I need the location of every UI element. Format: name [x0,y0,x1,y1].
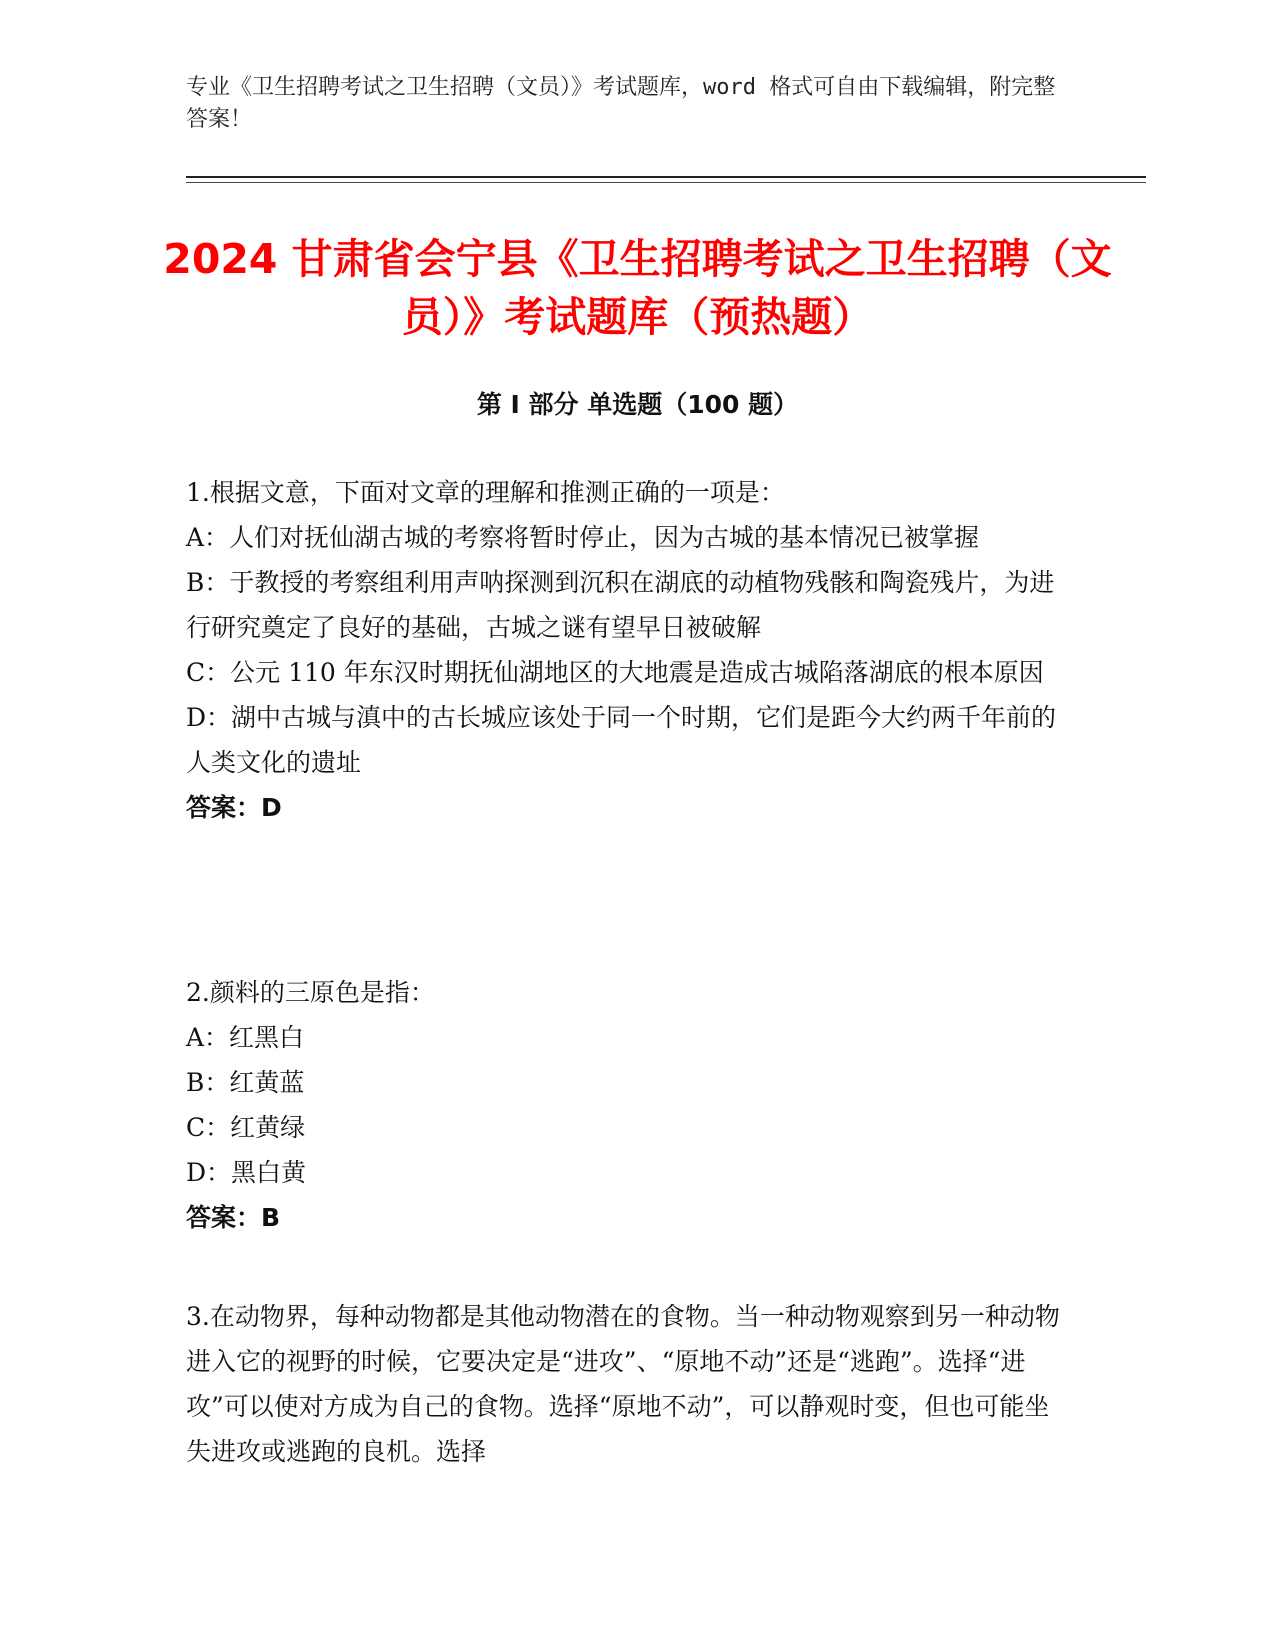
option-c: C：公元 110 年东汉时期抚仙湖地区的大地震是造成古城陷落湖底的根本原因 [186,658,1044,687]
option-d: D：湖中古城与滇中的古长城应该处于同一个时期，它们是距今大约两千年前的人类文化的遗址 [186,703,1057,777]
header-rule-thick [186,176,1146,178]
answer-line: 答案：D [186,793,282,822]
question-block-2 [186,970,1066,1240]
option-b: B：红黄蓝 [186,1068,305,1097]
document-title: 2024 甘肃省会宁县《卫生招聘考试之卫生招聘（文员）》考试题库（预热题） [163,235,1112,341]
option-c: C：红黄绿 [186,1113,306,1142]
question-block-1 [186,470,1066,830]
question-block-3 [186,1294,1066,1474]
option-b: B：于教授的考察组利用声呐探测到沉积在湖底的动植物残骸和陶瓷残片，为进行研究奠定了良好的基础，古城之谜有望早日被破解 [186,568,1055,642]
question-stem: 1.根据文意，下面对文章的理解和推测正确的一项是： [186,478,785,507]
section-heading: 第 I 部分 单选题（100 题） [476,390,799,419]
option-d: D：黑白黄 [186,1158,307,1187]
question-stem: 2.颜料的三原色是指： [186,978,435,1007]
option-a: A：红黑白 [186,1023,305,1052]
option-a: A：人们对抚仙湖古城的考察将暂时停止，因为古城的基本情况已被掌握 [186,523,980,552]
question-stem: 3.在动物界，每种动物都是其他动物潜在的食物。当一种动物观察到另一种动物进入它的视野的时候，它要决定是“进攻”、“原地不动”还是“逃跑”。选择“进攻”可以使对方成为自己的食物。选择“原地不动”，可以静观时变，但也可能坐失进攻或逃跑的良机。选择 [186,1302,1060,1466]
header-note: 专业《卫生招聘考试之卫生招聘（文员）》考试题库，word 格式可自由下载编辑，附完整答案！ [186,75,1056,132]
header-rule-thin [186,182,1146,183]
answer-line: 答案：B [186,1203,281,1232]
